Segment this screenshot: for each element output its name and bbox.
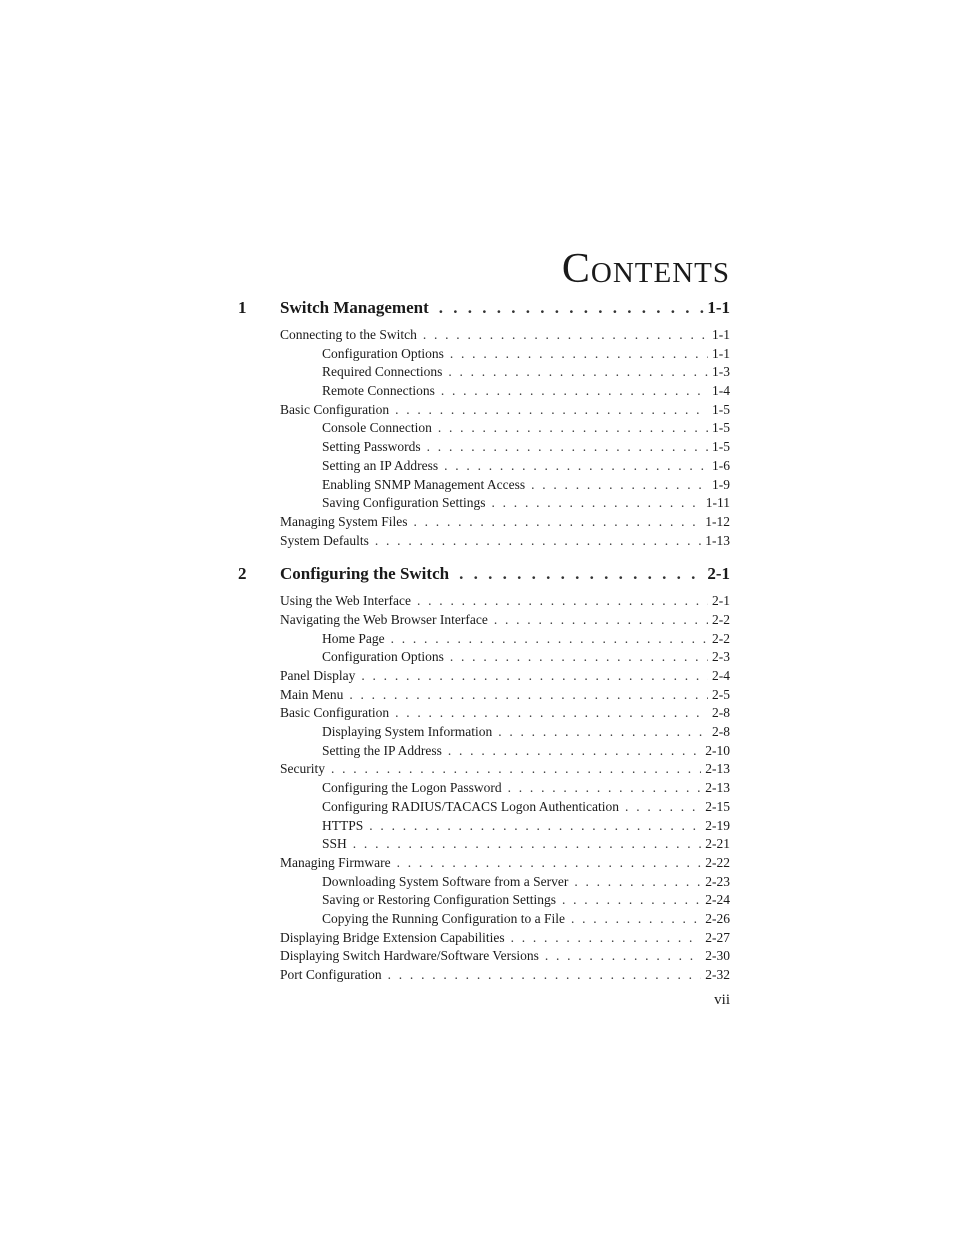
toc-entry[interactable] (238, 779, 730, 798)
toc-entry-page-number: 1-1 (712, 345, 730, 361)
toc-entry-page-number: 1-1 (712, 327, 730, 342)
dot-leader (397, 854, 702, 873)
toc-entry-title: Connecting to the Switch (280, 327, 417, 342)
toc-entry-page-number: 2-23 (705, 873, 730, 889)
toc-entry[interactable] (238, 648, 730, 667)
toc-entry[interactable] (238, 704, 730, 723)
toc-entry-page-number: 2-5 (712, 686, 730, 702)
dot-leader (423, 326, 708, 345)
toc-entry-page-number: 2-32 (705, 967, 730, 982)
toc-entry-page-number: 1-5 (712, 439, 730, 455)
toc-entry-page-number: 2-21 (705, 836, 730, 852)
toc-entry[interactable] (238, 476, 730, 495)
toc-entry[interactable] (238, 382, 730, 401)
toc-entry[interactable] (238, 532, 730, 551)
toc-entry-title: Displaying Switch Hardware/Software Versions (280, 948, 539, 964)
toc-entry-page-number: 2-4 (712, 668, 730, 683)
toc-entry-page-number: 1-6 (712, 457, 730, 473)
dot-leader (571, 910, 701, 929)
dot-leader (439, 298, 706, 318)
chapter-title: Switch Management (280, 298, 429, 317)
toc-entry-title: Security (280, 761, 325, 777)
toc-entry-page-number: 2-13 (705, 780, 730, 796)
toc-entry[interactable] (238, 457, 730, 476)
dot-leader (391, 630, 708, 649)
dot-leader (498, 723, 708, 742)
toc-entry-title: System Defaults (280, 532, 369, 548)
toc-entry[interactable] (238, 363, 730, 382)
dot-leader (450, 345, 708, 364)
toc-entry[interactable] (238, 667, 730, 686)
dot-leader (494, 611, 708, 630)
toc-entry-page-number: 2-22 (705, 854, 730, 870)
toc-entry-page-number: 2-30 (705, 948, 730, 964)
toc-entry-title: Required Connections (322, 364, 443, 380)
toc-entry[interactable] (238, 817, 730, 836)
toc-entry[interactable] (238, 947, 730, 966)
toc-entry[interactable] (238, 419, 730, 438)
chapter-number: 2 (238, 564, 247, 584)
toc-entry-page-number: 2-15 (705, 798, 730, 814)
toc-entry-page-number: 2-2 (712, 611, 730, 627)
dot-leader (417, 592, 708, 611)
toc-entry-title: Displaying System Information (322, 724, 493, 740)
toc-entry-page-number: 2-19 (705, 817, 730, 833)
chapter-1 (238, 298, 730, 550)
toc-entry-title: Saving Configuration Settings (322, 495, 486, 511)
chapter-page-number: 2-1 (707, 564, 730, 584)
toc-entry[interactable] (238, 966, 730, 985)
dot-leader (369, 817, 701, 836)
toc-entry[interactable] (238, 494, 730, 513)
chapter-heading[interactable] (238, 298, 730, 324)
toc-entry[interactable] (238, 798, 730, 817)
dot-leader (511, 929, 702, 948)
toc-entry-page-number: 2-1 (712, 593, 730, 609)
toc-entry[interactable] (238, 835, 730, 854)
dot-leader (395, 704, 708, 723)
toc-entry[interactable] (238, 438, 730, 457)
toc-entry[interactable] (238, 723, 730, 742)
toc-entry[interactable] (238, 854, 730, 873)
toc-entry-title: Setting an IP Address (322, 457, 439, 473)
toc-entry-page-number: 2-8 (712, 724, 730, 740)
toc-entry-page-number: 1-9 (712, 476, 730, 492)
toc-entry-title: Panel Display (280, 668, 356, 683)
dot-leader (508, 779, 702, 798)
toc-entry-title: Basic Configuration (280, 401, 390, 417)
toc-entry-title: Enabling SNMP Management Access (322, 476, 526, 492)
dot-leader (414, 513, 702, 532)
toc-entry-title: Configuration Options (322, 345, 444, 361)
toc-entry-page-number: 2-3 (712, 649, 730, 665)
dot-leader (448, 363, 708, 382)
toc-entry-title: Navigating the Web Browser Interface (280, 611, 488, 627)
toc-entry[interactable] (238, 345, 730, 364)
toc-entry-page-number: 2-10 (705, 742, 730, 758)
toc-entry-page-number: 2-26 (705, 910, 730, 926)
toc-entry-page-number: 2-27 (705, 929, 730, 945)
toc-entry-title: Remote Connections (322, 383, 435, 399)
chapter-number: 1 (238, 298, 247, 317)
table-of-contents (238, 298, 730, 985)
dot-leader (531, 476, 708, 495)
toc-entry-page-number: 2-13 (705, 761, 730, 777)
dot-leader (438, 419, 708, 438)
toc-entry-page-number: 1-12 (705, 513, 730, 529)
toc-entry-page-number: 2-2 (712, 630, 730, 646)
dot-leader (562, 891, 701, 910)
toc-entry-title: Managing Firmware (280, 854, 391, 870)
toc-entry-title: Copying the Running Configuration to a File (322, 910, 565, 926)
dot-leader (574, 873, 701, 892)
toc-entry[interactable] (238, 686, 730, 705)
toc-entry-title: Main Menu (280, 686, 344, 702)
toc-entry-title: Managing System Files (280, 513, 408, 529)
toc-entry-page-number: 1-5 (712, 420, 730, 436)
toc-entry[interactable] (238, 401, 730, 420)
toc-entry-page-number: 1-13 (705, 532, 730, 548)
toc-entry[interactable] (238, 742, 730, 761)
toc-entry-title: Basic Configuration (280, 705, 390, 721)
dot-leader (388, 966, 702, 985)
toc-entry-page-number: 1-4 (712, 383, 730, 399)
toc-entry-title: Configuring RADIUS/TACACS Logon Authentication (322, 798, 620, 814)
dot-leader (444, 457, 708, 476)
toc-entry-title: Setting Passwords (322, 439, 421, 455)
dot-leader (331, 760, 701, 779)
dot-leader (349, 686, 708, 705)
toc-entry-title: Port Configuration (280, 967, 382, 982)
dot-leader (427, 438, 708, 457)
toc-entry-title: Configuring the Logon Password (322, 780, 502, 796)
dot-leader (353, 835, 701, 854)
dot-leader (625, 798, 701, 817)
toc-entry-page-number: 2-24 (705, 892, 730, 908)
dot-leader (441, 382, 708, 401)
dot-leader (450, 648, 708, 667)
toc-entry-title: Setting the IP Address (322, 742, 442, 758)
toc-entry-title: Displaying Bridge Extension Capabilities (280, 929, 505, 945)
dot-leader (448, 742, 701, 761)
toc-entry-title: Configuration Options (322, 649, 444, 665)
toc-entry[interactable] (238, 592, 730, 611)
toc-entry-page-number: 2-8 (712, 705, 730, 721)
dot-leader (361, 667, 708, 686)
toc-entry-title: Console Connection (322, 420, 432, 436)
toc-entry[interactable] (238, 910, 730, 929)
chapter-page-number: 1-1 (707, 298, 730, 317)
toc-entry[interactable] (238, 513, 730, 532)
toc-entry[interactable] (238, 929, 730, 948)
dot-leader (459, 564, 705, 584)
dot-leader (395, 401, 708, 420)
dot-leader (492, 494, 702, 513)
toc-entry-title: HTTPS (322, 817, 364, 833)
toc-entry-title: Using the Web Interface (280, 593, 411, 609)
toc-entry[interactable] (238, 760, 730, 779)
chapter-title: Configuring the Switch (280, 564, 450, 584)
toc-entry[interactable] (238, 630, 730, 649)
toc-entry-title: SSH (322, 836, 347, 852)
toc-entry-page-number: 1-3 (712, 364, 730, 380)
dot-leader (545, 947, 701, 966)
page-title: Contents (561, 246, 730, 293)
chapter-2 (238, 564, 730, 984)
toc-entry[interactable] (238, 891, 730, 910)
page-number: vii (714, 992, 730, 1008)
chapter-heading[interactable] (238, 564, 730, 590)
toc-entry[interactable] (238, 326, 730, 345)
toc-entry-page-number: 1-5 (712, 401, 730, 417)
toc-entry[interactable] (238, 611, 730, 630)
toc-entry-title: Downloading System Software from a Server (322, 873, 569, 889)
toc-entry-page-number: 1-11 (705, 495, 730, 511)
toc-entry-title: Saving or Restoring Configuration Settings (322, 892, 556, 908)
toc-entry[interactable] (238, 873, 730, 892)
toc-entry-title: Home Page (322, 630, 385, 646)
dot-leader (375, 532, 701, 551)
